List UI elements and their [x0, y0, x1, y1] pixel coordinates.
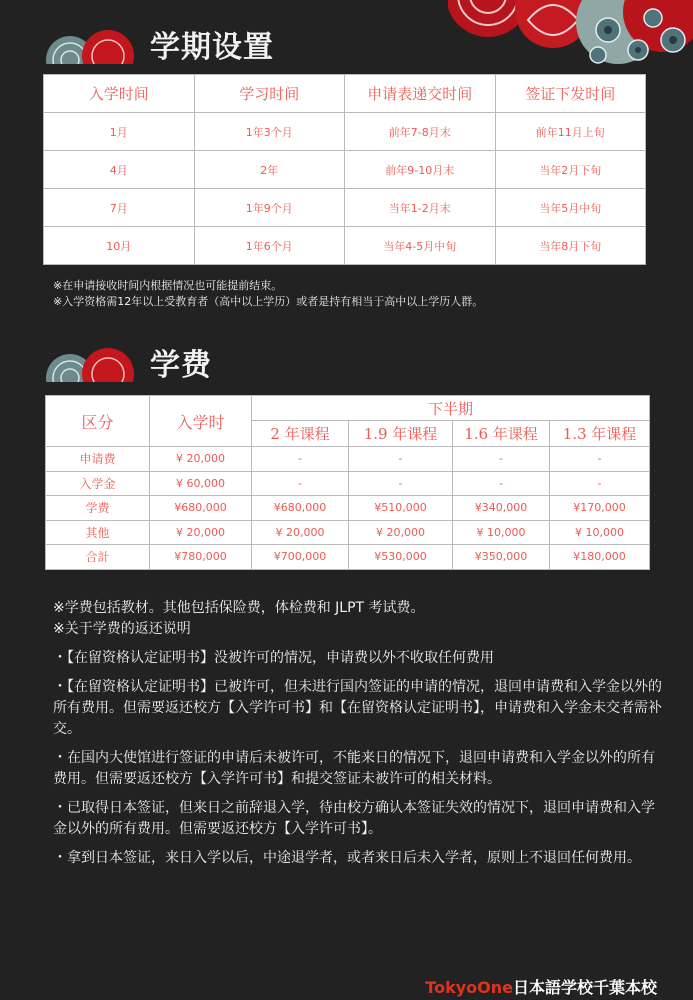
schedule-cell: 1年3个月	[194, 113, 345, 151]
tuition-cell: -	[349, 447, 453, 472]
tuition-cell: -	[252, 447, 349, 472]
schedule-cell: 1月	[44, 113, 195, 151]
tuition-cell: -	[550, 471, 650, 496]
schedule-cell: 1年6个月	[194, 227, 345, 265]
tuition-header-second-half: 下半期	[252, 396, 650, 421]
refund-bullet: ・【在留资格认定证明书】没被许可的情况，申请费以外不收取任何费用	[53, 650, 494, 666]
floral-emblem-icon	[42, 338, 137, 388]
tuition-cell: ¥ 20,000	[349, 520, 453, 545]
section-header-tuition	[42, 338, 442, 390]
tuition-cell: -	[453, 447, 550, 472]
schedule-notes	[53, 278, 483, 310]
tuition-cell: ¥ 10,000	[453, 520, 550, 545]
tuition-cell: ¥680,000	[150, 496, 252, 521]
schedule-cell: 10月	[44, 227, 195, 265]
school-name: 日本語学校千葉本校	[512, 978, 657, 997]
schedule-note: ※入学资格需12年以上受教育者（高中以上学历）或者是持有相当于高中以上学历人群。	[53, 295, 484, 308]
table-row	[46, 545, 650, 570]
schedule-header-application: 申请表递交时间	[345, 75, 496, 113]
tuition-cell: ¥ 60,000	[150, 471, 252, 496]
schedule-cell: 2年	[194, 151, 345, 189]
tuition-row-label: 申请费	[46, 447, 150, 472]
tuition-cell: ¥530,000	[349, 545, 453, 570]
tuition-row-label: 其他	[46, 520, 150, 545]
table-row	[46, 447, 650, 472]
tuition-cell: ¥ 20,000	[252, 520, 349, 545]
schedule-cell: 当年2月下旬	[495, 151, 646, 189]
schedule-cell: 1年9个月	[194, 189, 345, 227]
tuition-header-course: 2 年课程	[252, 421, 349, 447]
tuition-row-label: 入学金	[46, 471, 150, 496]
tuition-header-admission: 入学时	[150, 396, 252, 447]
refund-bullet: ・【在留资格认定证明书】已被许可，但未进行国内签证的申请的情况，退回申请费和入学金以外的所有费用。但需要返还校方【入学许可书】和【在留资格认定证明书】，申请费和入学金未交者需补交。	[53, 679, 662, 737]
schedule-cell: 当年5月中旬	[495, 189, 646, 227]
tuition-header-category: 区分	[46, 396, 150, 447]
schedule-cell: 7月	[44, 189, 195, 227]
tuition-cell: ¥340,000	[453, 496, 550, 521]
refund-bullet: ・拿到日本签证，来日入学以后，中途退学者，或者来日后未入学者，原则上不退回任何费用。	[53, 850, 641, 866]
schedule-cell: 前年9-10月末	[345, 151, 496, 189]
table-row	[44, 113, 646, 151]
tuition-notes	[53, 598, 663, 869]
schedule-cell: 前年7-8月末	[345, 113, 496, 151]
tuition-cell: -	[252, 471, 349, 496]
schedule-header-visa: 签证下发时间	[495, 75, 646, 113]
floral-decoration	[448, 0, 693, 72]
tuition-cell: ¥780,000	[150, 545, 252, 570]
table-row	[46, 496, 650, 521]
tuition-cell: -	[453, 471, 550, 496]
schedule-cell: 当年8月下旬	[495, 227, 646, 265]
tuition-cell: ¥510,000	[349, 496, 453, 521]
tuition-cell: ¥350,000	[453, 545, 550, 570]
refund-bullet: ・在国内大使馆进行签证的申请后未被许可，不能来日的情况下，退回申请费和入学金以外的所有费用。但需要返还校方【入学许可书】和提交签证未被许可的相关材料。	[53, 750, 655, 787]
schedule-cell: 当年1-2月末	[345, 189, 496, 227]
schedule-cell: 前年11月上旬	[495, 113, 646, 151]
section-title-schedule: 学期设置	[150, 30, 274, 65]
tuition-header-course: 1.3 年课程	[550, 421, 650, 447]
table-row	[44, 189, 646, 227]
table-row	[46, 520, 650, 545]
tuition-cell: ¥180,000	[550, 545, 650, 570]
table-row	[46, 471, 650, 496]
section-header-schedule	[42, 20, 442, 72]
schedule-table	[43, 74, 646, 265]
brand-name: TokyoOne	[425, 978, 513, 997]
section-title-tuition: 学费	[150, 348, 212, 383]
tuition-cell: ¥680,000	[252, 496, 349, 521]
table-row	[44, 227, 646, 265]
tuition-header-course: 1.9 年课程	[349, 421, 453, 447]
table-row	[44, 151, 646, 189]
tuition-cell: -	[550, 447, 650, 472]
tuition-cell: ¥ 20,000	[150, 520, 252, 545]
schedule-note: ※在申请接收时间内根据情况也可能提前结束。	[53, 279, 283, 292]
tuition-cell: ¥700,000	[252, 545, 349, 570]
tuition-note: ※学费包括教材。其他包括保险费，体检费和 JLPT 考试费。	[53, 600, 425, 616]
schedule-cell: 当年4-5月中旬	[345, 227, 496, 265]
schedule-cell: 4月	[44, 151, 195, 189]
tuition-table	[45, 395, 650, 570]
footer-logo	[425, 975, 657, 998]
floral-emblem-icon	[42, 20, 137, 70]
tuition-cell: ¥170,000	[550, 496, 650, 521]
tuition-cell: ¥ 20,000	[150, 447, 252, 472]
tuition-cell: -	[349, 471, 453, 496]
tuition-note: ※关于学费的返还说明	[53, 621, 191, 637]
schedule-header-duration: 学习时间	[194, 75, 345, 113]
tuition-row-label: 学费	[46, 496, 150, 521]
tuition-header-course: 1.6 年课程	[453, 421, 550, 447]
tuition-row-label: 合計	[46, 545, 150, 570]
refund-bullet: ・已取得日本签证，但来日之前辞退入学，待由校方确认本签证失效的情况下，退回申请费和入学金以外的所有费用。但需要返还校方【入学许可书】。	[53, 800, 655, 837]
schedule-header-enroll: 入学时间	[44, 75, 195, 113]
tuition-cell: ¥ 10,000	[550, 520, 650, 545]
